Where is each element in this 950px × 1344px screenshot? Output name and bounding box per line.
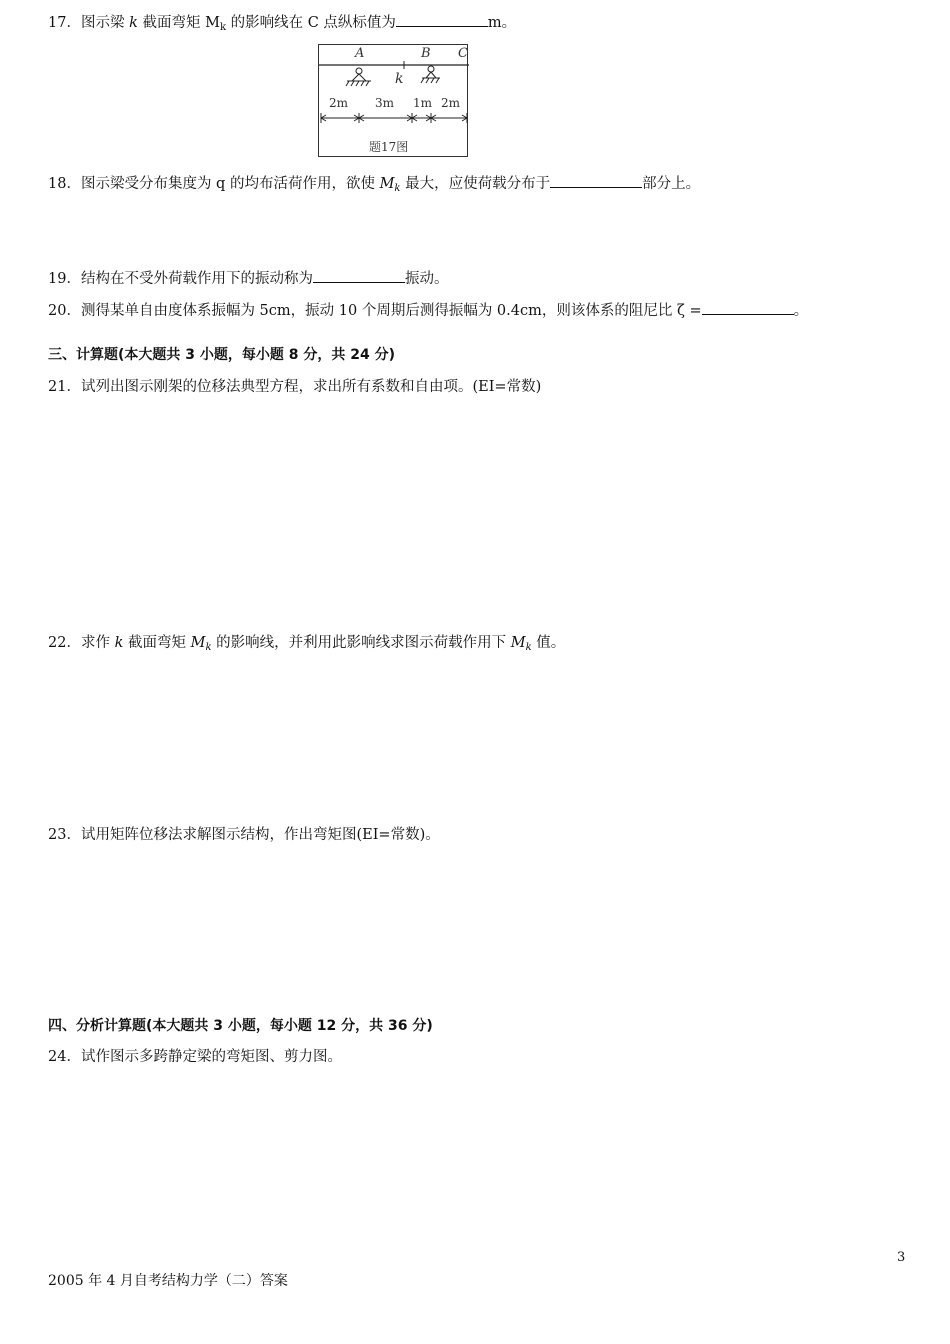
question-text: 试作图示多跨静定梁的弯矩图、剪力图。 bbox=[80, 1049, 342, 1065]
support-a bbox=[346, 68, 371, 86]
question-number: 18． bbox=[48, 176, 81, 192]
question-text: 图示梁受分布集度为 q 的均布活荷作用，欲使 bbox=[80, 176, 380, 192]
question-text: 振动。 bbox=[404, 271, 449, 287]
question-text: 截面弯矩 M bbox=[137, 15, 220, 31]
subscript: k bbox=[205, 642, 212, 653]
question-text: m。 bbox=[487, 15, 517, 31]
question-number: 22． bbox=[48, 635, 81, 651]
beam-diagram bbox=[319, 45, 469, 158]
question-text: 部分上。 bbox=[642, 176, 701, 192]
question-text: 求作 bbox=[80, 635, 115, 651]
question-text: 图示梁 bbox=[80, 15, 130, 31]
dim-label: 2m bbox=[441, 96, 461, 110]
moment-symbol: M bbox=[190, 635, 206, 651]
label-c: C bbox=[458, 46, 468, 61]
question-17 bbox=[48, 12, 516, 38]
question-21 bbox=[48, 377, 541, 397]
section-heading-4: 四、分析计算题(本大题共 3 小题，每小题 12 分，共 36 分) bbox=[48, 1018, 433, 1034]
question-text: 结构在不受外荷载作用下的振动称为 bbox=[80, 271, 313, 287]
question-23 bbox=[48, 825, 440, 845]
section-symbol: k bbox=[114, 635, 124, 651]
subscript: k bbox=[525, 642, 532, 653]
question-number: 21． bbox=[48, 379, 81, 395]
figure-caption: 题17图 bbox=[369, 140, 409, 154]
question-text: 截面弯矩 bbox=[123, 635, 191, 651]
question-text: 试列出图示刚架的位移法典型方程，求出所有系数和自由项。(EI=常数) bbox=[80, 379, 542, 395]
question-number: 17． bbox=[48, 15, 81, 31]
question-text: 最大，应使荷载分布于 bbox=[400, 176, 551, 192]
question-19 bbox=[48, 268, 448, 289]
question-number: 24． bbox=[48, 1049, 81, 1065]
answer-blank[interactable] bbox=[550, 173, 642, 188]
question-number: 20． bbox=[48, 303, 81, 319]
dim-label: 2m bbox=[329, 96, 349, 110]
question-22 bbox=[48, 633, 565, 658]
question-20 bbox=[48, 300, 808, 321]
answer-blank[interactable] bbox=[702, 300, 794, 315]
subscript: k bbox=[219, 22, 226, 33]
answer-blank[interactable] bbox=[313, 268, 405, 283]
question-number: 19． bbox=[48, 271, 81, 287]
question-text: 测得某单自由度体系振幅为 5cm，振动 10 个周期后测得振幅为 0.4cm，则该体系的阻尼比 ζ = bbox=[80, 303, 702, 319]
support-b bbox=[421, 66, 440, 83]
label-k: k bbox=[395, 71, 404, 87]
question-text: 。 bbox=[793, 303, 809, 319]
question-text: 的影响线，并利用此影响线求图示荷载作用下 bbox=[211, 635, 511, 651]
section-symbol: k bbox=[129, 15, 138, 31]
question-24 bbox=[48, 1047, 342, 1067]
figure-17 bbox=[318, 44, 468, 157]
dim-label: 1m bbox=[413, 96, 433, 110]
answer-blank[interactable] bbox=[396, 12, 488, 27]
page-number: 3 bbox=[897, 1250, 906, 1265]
question-text: 试用矩阵位移法求解图示结构，作出弯矩图(EI=常数)。 bbox=[80, 827, 440, 843]
label-a: A bbox=[355, 46, 365, 61]
label-b: B bbox=[421, 46, 431, 61]
dim-label: 3m bbox=[375, 96, 395, 110]
moment-symbol: M bbox=[379, 176, 395, 192]
question-text: 值。 bbox=[531, 635, 566, 651]
dimension-line bbox=[321, 113, 467, 123]
subscript: k bbox=[394, 183, 401, 194]
section-heading-3: 三、计算题(本大题共 3 小题，每小题 8 分，共 24 分) bbox=[48, 347, 396, 363]
moment-symbol: M bbox=[510, 635, 526, 651]
question-text: 的影响线在 C 点纵标值为 bbox=[226, 15, 396, 31]
question-18 bbox=[48, 173, 700, 199]
page-footer: 2005 年 4 月自考结构力学（二）答案 bbox=[48, 1273, 288, 1289]
question-number: 23． bbox=[48, 827, 81, 843]
